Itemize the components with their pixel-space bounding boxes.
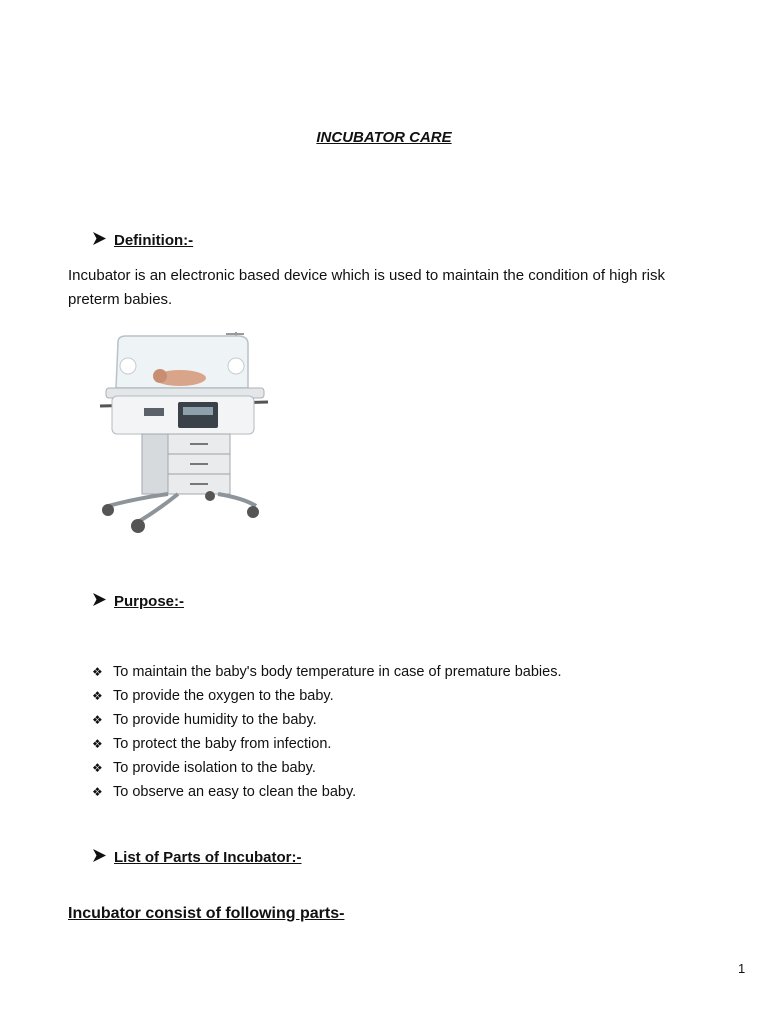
purpose-heading-row (92, 593, 184, 611)
arrowhead-bullet-icon (92, 232, 114, 248)
purpose-list (92, 660, 562, 804)
parts-subheading: Incubator consist of following parts- (68, 905, 345, 922)
list-item: ❖ To provide the oxygen to the baby. (92, 684, 562, 708)
arrowhead-bullet-icon (92, 593, 114, 609)
definition-heading-row (92, 232, 193, 250)
page-number: 1 (738, 961, 746, 976)
incubator-image (98, 330, 278, 545)
four-diamond-bullet-icon: ❖ (92, 689, 103, 703)
definition-heading: Definition:- (114, 232, 194, 249)
list-item: ❖ To provide isolation to the baby. (92, 756, 562, 780)
list-item: ❖ To maintain the baby's body temperature in case of premature babies. (92, 660, 562, 684)
purpose-heading: Purpose:- (114, 593, 185, 610)
list-item: ❖ To protect the baby from infection. (92, 732, 562, 756)
arrowhead-bullet-icon (92, 849, 114, 865)
four-diamond-bullet-icon: ❖ (92, 785, 103, 799)
parts-heading-row (92, 849, 302, 867)
four-diamond-bullet-icon: ❖ (92, 713, 103, 727)
list-item: ❖ To observe an easy to clean the baby. (92, 780, 562, 804)
list-item: ❖ To provide humidity to the baby. (92, 708, 562, 732)
four-diamond-bullet-icon: ❖ (92, 737, 103, 751)
parts-heading: List of Parts of Incubator:- (114, 849, 302, 866)
four-diamond-bullet-icon: ❖ (92, 665, 103, 679)
definition-text: Incubator is an electronic based device which is used to maintain the condition of high risk preterm babies. (68, 267, 666, 308)
document-title: INCUBATOR CARE (316, 129, 452, 146)
four-diamond-bullet-icon: ❖ (92, 761, 103, 775)
